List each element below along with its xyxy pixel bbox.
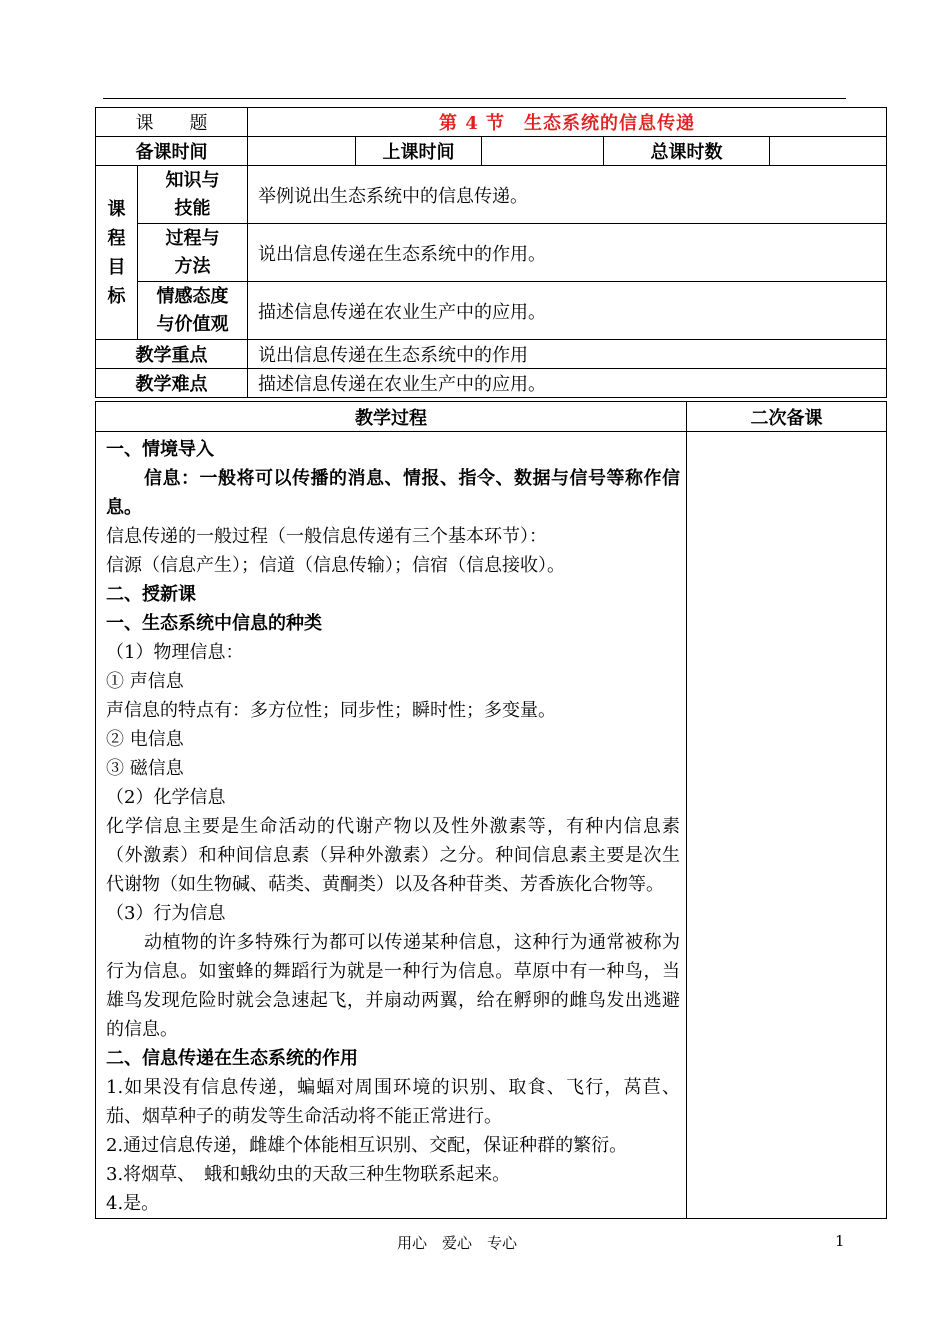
header-rule xyxy=(103,98,846,99)
text-line: 4.是。 xyxy=(106,1193,160,1214)
second-prep-content xyxy=(687,432,887,1219)
definition-paragraph: 信息：一般将可以传播的消息、情报、指令、数据与信号等称作信息。 xyxy=(106,468,680,518)
process-header: 教学过程 xyxy=(96,402,687,432)
objective-label-line: 过程与 xyxy=(165,227,220,249)
lesson-title: 第 4 节 生态系统的信息传递 xyxy=(248,108,887,137)
page-number: 1 xyxy=(835,1232,845,1250)
text-line: （3）行为信息 xyxy=(106,903,226,924)
total-hours-value xyxy=(770,137,887,166)
objectives-char: 程 xyxy=(107,227,126,249)
text-paragraph: 化学信息主要是生命活动的代谢产物以及性外激素等，有种内信息素（外激素）和种间信息素（异种外激素）之分。种间信息素主要是次生代谢物（如生物碱、萜类、黄酮类）以及各种苷类、芳香族化合物等。 xyxy=(106,816,680,895)
difficulty-label: 教学难点 xyxy=(96,369,248,398)
text-line: 3.将烟草、 蛾和蛾幼虫的天敌三种生物联系起来。 xyxy=(106,1164,511,1185)
objective-attitude-label xyxy=(138,282,248,340)
section-heading: 一、生态系统中信息的种类 xyxy=(106,613,322,634)
footer-motto: 用心 爱心 专心 xyxy=(397,1234,518,1252)
objectives-char: 标 xyxy=(107,285,126,307)
total-hours-label: 总课时数 xyxy=(604,137,770,166)
text-paragraph: 1.如果没有信息传递，蝙蝠对周围环境的识别、取食、飞行，莴苣、茄、烟草种子的萌发等生命活动将不能正常进行。 xyxy=(106,1077,680,1127)
objectives-label xyxy=(96,166,138,340)
text-line: 信息传递的一般过程（一般信息传递有三个基本环节）： xyxy=(106,526,547,547)
objective-attitude-text: 描述信息传递在农业生产中的应用。 xyxy=(248,282,887,340)
key-point-text: 说出信息传递在生态系统中的作用 xyxy=(248,340,887,369)
text-line: 声信息的特点有：多方位性；同步性；瞬时性；多变量。 xyxy=(106,700,556,721)
class-time-value xyxy=(482,137,604,166)
prep-time-label: 备课时间 xyxy=(96,137,248,166)
difficulty-text: 描述信息传递在农业生产中的应用。 xyxy=(248,369,887,398)
class-time-label: 上课时间 xyxy=(356,137,482,166)
objective-label-line: 知识与 xyxy=(165,169,220,191)
objective-label-line: 技能 xyxy=(174,197,211,219)
text-line: ① 声信息 xyxy=(106,671,184,692)
objective-knowledge-label xyxy=(138,166,248,224)
process-content xyxy=(96,432,687,1219)
section-heading: 二、授新课 xyxy=(106,584,196,605)
objectives-char: 课 xyxy=(107,198,126,220)
objective-label-line: 情感态度 xyxy=(156,285,229,307)
objective-knowledge-text: 举例说出生态系统中的信息传递。 xyxy=(248,166,887,224)
objective-label-line: 与价值观 xyxy=(156,313,229,335)
section-heading: 二、信息传递在生态系统的作用 xyxy=(106,1048,358,1069)
section-heading: 一、情境导入 xyxy=(106,439,214,460)
text-line: ③ 磁信息 xyxy=(106,758,184,779)
topic-label: 课 题 xyxy=(96,108,248,137)
lesson-header-table xyxy=(95,107,887,398)
text-line: ② 电信息 xyxy=(106,729,184,750)
objective-label-line: 方法 xyxy=(174,255,211,277)
text-line: 2.通过信息传递，雌雄个体能相互识别、交配，保证种群的繁衍。 xyxy=(106,1135,628,1156)
prep-time-value xyxy=(248,137,356,166)
teaching-process-table xyxy=(95,401,887,1219)
second-prep-header: 二次备课 xyxy=(687,402,887,432)
text-line: （2）化学信息 xyxy=(106,787,226,808)
text-line: （1）物理信息： xyxy=(106,642,244,663)
key-point-label: 教学重点 xyxy=(96,340,248,369)
objective-process-text: 说出信息传递在生态系统中的作用。 xyxy=(248,224,887,282)
objective-process-label xyxy=(138,224,248,282)
objectives-char: 目 xyxy=(107,256,126,278)
text-paragraph: 动植物的许多特殊行为都可以传递某种信息，这种行为通常被称为行为信息。如蜜蜂的舞蹈行为就是一种行为信息。草原中有一种鸟，当雄鸟发现危险时就会急速起飞，并扇动两翼，给在孵卵的雌鸟发出逃避的信息。 xyxy=(106,932,680,1040)
text-line: 信源（信息产生）；信道（信息传输）；信宿（信息接收）。 xyxy=(106,555,565,576)
